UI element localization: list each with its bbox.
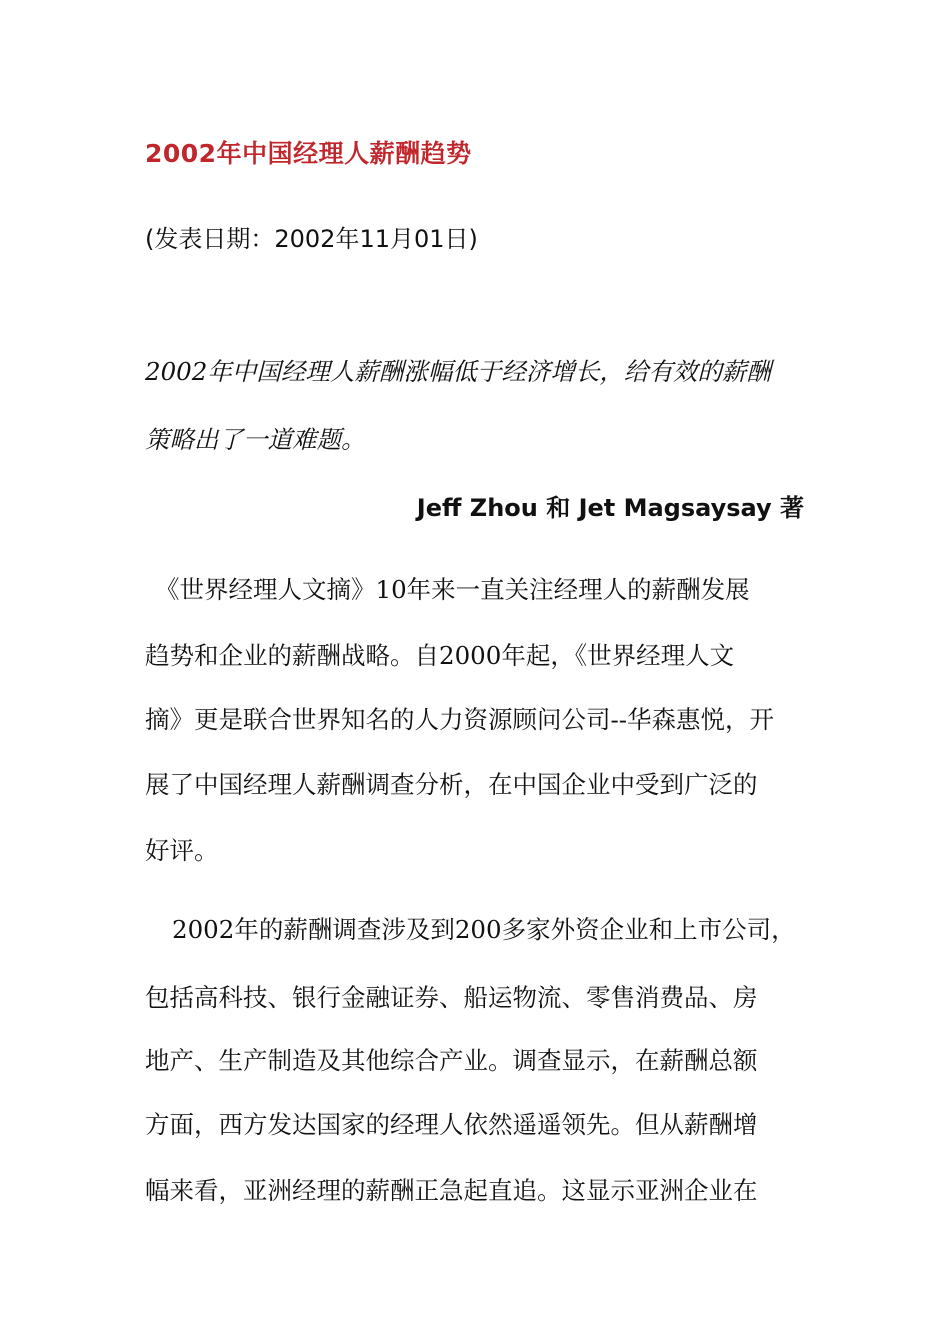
paragraph2-line: 包括高科技、银行金融证券、船运物流、零售消费品、房 [145, 983, 758, 1012]
author-byline: Jeff Zhou 和 Jet Magsaysay 著 [416, 494, 804, 522]
paragraph1-line: 摘》更是联合世界知名的人力资源顾问公司--华森惠悦，开 [145, 705, 775, 734]
paragraph1-line: 趋势和企业的薪酬战略。自2000年起，《世界经理人文 [145, 641, 735, 670]
subtitle-line: 2002年中国经理人薪酬涨幅低于经济增长，给有效的薪酬 [145, 357, 771, 386]
paragraph1-line: 《世界经理人文摘》10年来一直关注经理人的薪酬发展 [155, 575, 750, 604]
publish-date: (发表日期：2002年11月01日) [145, 225, 478, 253]
article-title: 2002年中国经理人薪酬趋势 [145, 139, 472, 168]
paragraph2-line: 地产、生产制造及其他综合产业。调查显示，在薪酬总额 [145, 1046, 758, 1075]
paragraph2-line: 幅来看，亚洲经理的薪酬正急起直追。这显示亚洲企业在 [145, 1176, 758, 1205]
paragraph2-line: 方面，西方发达国家的经理人依然遥遥领先。但从薪酬增 [145, 1110, 758, 1139]
paragraph2-line: 2002年的薪酬调查涉及到200多家外资企业和上市公司， [172, 915, 796, 944]
paragraph1-line: 好评。 [145, 836, 219, 865]
paragraph1-line: 展了中国经理人薪酬调查分析，在中国企业中受到广泛的 [145, 770, 758, 799]
subtitle-line: 策略出了一道难题。 [145, 425, 366, 454]
